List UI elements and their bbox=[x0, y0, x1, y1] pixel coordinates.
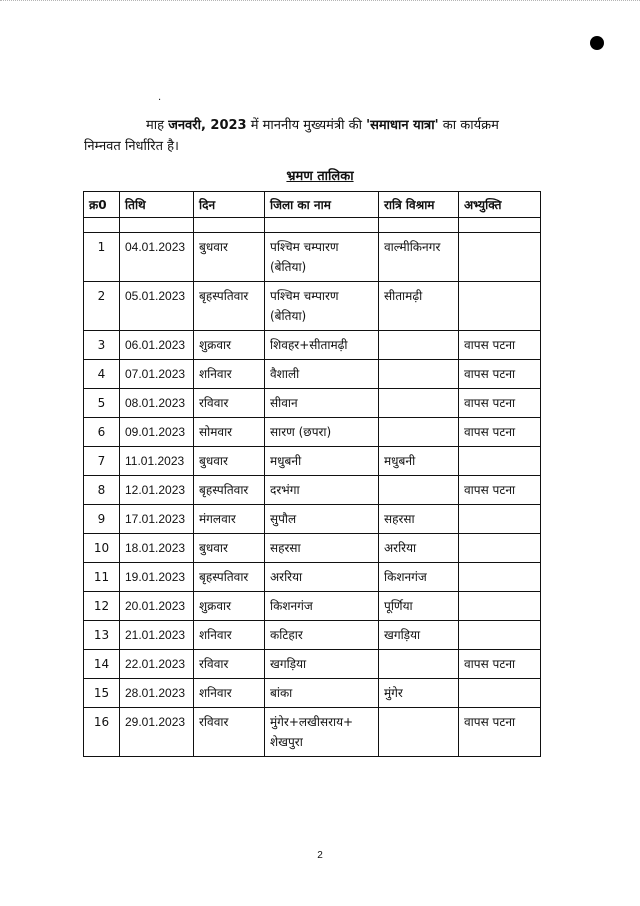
table-row bbox=[84, 233, 541, 282]
intro-line-2: निम्नवत निर्धारित है। bbox=[84, 139, 179, 154]
cell-night-stay bbox=[379, 360, 459, 389]
table-row bbox=[84, 708, 541, 757]
header-sn: क्र0 bbox=[84, 192, 120, 218]
table-row bbox=[84, 563, 541, 592]
cell-day: शुक्रवार bbox=[194, 592, 265, 621]
cell-district: सुपौल bbox=[265, 505, 379, 534]
cell-remark bbox=[459, 621, 541, 650]
table-row bbox=[84, 621, 541, 650]
cell-night-stay: अररिया bbox=[379, 534, 459, 563]
cell-date: 22.01.2023 bbox=[120, 650, 194, 679]
table-row bbox=[84, 418, 541, 447]
cell-district: अररिया bbox=[265, 563, 379, 592]
cell-night-stay bbox=[379, 331, 459, 360]
bullet-dot-icon bbox=[590, 36, 604, 50]
cell-day: बृहस्पतिवार bbox=[194, 476, 265, 505]
page-number: 2 bbox=[317, 850, 323, 861]
table-row bbox=[84, 650, 541, 679]
cell-remark: वापस पटना bbox=[459, 650, 541, 679]
cell-day: रविवार bbox=[194, 389, 265, 418]
cell-date: 06.01.2023 bbox=[120, 331, 194, 360]
cell-date: 08.01.2023 bbox=[120, 389, 194, 418]
cell-day: शुक्रवार bbox=[194, 331, 265, 360]
cell-district: मधुबनी bbox=[265, 447, 379, 476]
table-row bbox=[84, 282, 541, 331]
header-night-stay: रात्रि विश्राम bbox=[379, 192, 459, 218]
cell-day: सोमवार bbox=[194, 418, 265, 447]
cell-day: मंगलवार bbox=[194, 505, 265, 534]
cell-day: बृहस्पतिवार bbox=[194, 282, 265, 331]
intro-paragraph bbox=[84, 115, 564, 157]
cell-night-stay: वाल्मीकिनगर bbox=[379, 233, 459, 282]
cell-date: 18.01.2023 bbox=[120, 534, 194, 563]
cell-remark bbox=[459, 563, 541, 592]
cell-sn: 1 bbox=[84, 233, 120, 282]
cell-remark: वापस पटना bbox=[459, 389, 541, 418]
cell-sn: 9 bbox=[84, 505, 120, 534]
cell-night-stay bbox=[379, 708, 459, 757]
cell-date: 20.01.2023 bbox=[120, 592, 194, 621]
cell-remark bbox=[459, 447, 541, 476]
cell-sn: 2 bbox=[84, 282, 120, 331]
cell-remark bbox=[459, 233, 541, 282]
cell-date: 21.01.2023 bbox=[120, 621, 194, 650]
cell-sn: 13 bbox=[84, 621, 120, 650]
cell-district: सहरसा bbox=[265, 534, 379, 563]
cell-remark bbox=[459, 679, 541, 708]
stray-mark: . bbox=[158, 92, 162, 103]
cell-day: रविवार bbox=[194, 708, 265, 757]
cell-remark: वापस पटना bbox=[459, 476, 541, 505]
cell-day: बृहस्पतिवार bbox=[194, 563, 265, 592]
cell-date: 19.01.2023 bbox=[120, 563, 194, 592]
cell-district: सारण (छपरा) bbox=[265, 418, 379, 447]
top-dotted-border bbox=[0, 0, 640, 3]
intro-month: जनवरी, 2023 bbox=[168, 118, 247, 133]
intro-part2: में माननीय मुख्यमंत्री की bbox=[250, 118, 362, 133]
table-row bbox=[84, 534, 541, 563]
cell-night-stay: सीतामढ़ी bbox=[379, 282, 459, 331]
cell-day: बुधवार bbox=[194, 447, 265, 476]
table-row bbox=[84, 679, 541, 708]
cell-sn: 6 bbox=[84, 418, 120, 447]
cell-district: बांका bbox=[265, 679, 379, 708]
cell-date: 04.01.2023 bbox=[120, 233, 194, 282]
header-remark: अभ्युक्ति bbox=[459, 192, 541, 218]
cell-district: खगड़िया bbox=[265, 650, 379, 679]
table-row bbox=[84, 592, 541, 621]
table-spacer-row bbox=[84, 218, 541, 233]
header-day: दिन bbox=[194, 192, 265, 218]
cell-sn: 16 bbox=[84, 708, 120, 757]
cell-night-stay bbox=[379, 650, 459, 679]
cell-night-stay: पूर्णिया bbox=[379, 592, 459, 621]
cell-day: बुधवार bbox=[194, 233, 265, 282]
table-row bbox=[84, 360, 541, 389]
intro-yatra: 'समाधान यात्रा' bbox=[366, 118, 439, 133]
cell-remark bbox=[459, 534, 541, 563]
cell-date: 11.01.2023 bbox=[120, 447, 194, 476]
cell-sn: 7 bbox=[84, 447, 120, 476]
cell-day: शनिवार bbox=[194, 679, 265, 708]
cell-day: शनिवार bbox=[194, 360, 265, 389]
cell-date: 09.01.2023 bbox=[120, 418, 194, 447]
cell-date: 12.01.2023 bbox=[120, 476, 194, 505]
cell-remark: वापस पटना bbox=[459, 708, 541, 757]
cell-sn: 10 bbox=[84, 534, 120, 563]
intro-line-1 bbox=[84, 115, 564, 136]
table-row bbox=[84, 476, 541, 505]
cell-night-stay bbox=[379, 418, 459, 447]
cell-district: शिवहर+सीतामढ़ी bbox=[265, 331, 379, 360]
cell-district: किशनगंज bbox=[265, 592, 379, 621]
cell-remark bbox=[459, 505, 541, 534]
cell-night-stay: मधुबनी bbox=[379, 447, 459, 476]
cell-date: 28.01.2023 bbox=[120, 679, 194, 708]
cell-sn: 4 bbox=[84, 360, 120, 389]
cell-remark: वापस पटना bbox=[459, 418, 541, 447]
table-row bbox=[84, 389, 541, 418]
cell-day: रविवार bbox=[194, 650, 265, 679]
cell-sn: 8 bbox=[84, 476, 120, 505]
cell-sn: 15 bbox=[84, 679, 120, 708]
cell-night-stay bbox=[379, 476, 459, 505]
cell-district: मुंगेर+लखीसराय+ शेखपुरा bbox=[265, 708, 379, 757]
cell-district: सीवान bbox=[265, 389, 379, 418]
cell-sn: 12 bbox=[84, 592, 120, 621]
intro-part1: माह bbox=[146, 118, 165, 133]
cell-date: 05.01.2023 bbox=[120, 282, 194, 331]
table-row bbox=[84, 447, 541, 476]
cell-district: दरभंगा bbox=[265, 476, 379, 505]
table-header-row bbox=[84, 192, 541, 218]
cell-date: 17.01.2023 bbox=[120, 505, 194, 534]
cell-remark: वापस पटना bbox=[459, 360, 541, 389]
cell-district: पश्चिम चम्पारण (बेतिया) bbox=[265, 282, 379, 331]
cell-district: वैशाली bbox=[265, 360, 379, 389]
header-date: तिथि bbox=[120, 192, 194, 218]
cell-sn: 5 bbox=[84, 389, 120, 418]
cell-district: कटिहार bbox=[265, 621, 379, 650]
cell-night-stay: सहरसा bbox=[379, 505, 459, 534]
table-title: भ्रमण तालिका bbox=[286, 169, 354, 184]
cell-night-stay: किशनगंज bbox=[379, 563, 459, 592]
intro-part3: का कार्यक्रम bbox=[442, 118, 499, 133]
cell-date: 29.01.2023 bbox=[120, 708, 194, 757]
cell-day: शनिवार bbox=[194, 621, 265, 650]
cell-night-stay: मुंगेर bbox=[379, 679, 459, 708]
cell-district: पश्चिम चम्पारण (बेतिया) bbox=[265, 233, 379, 282]
cell-date: 07.01.2023 bbox=[120, 360, 194, 389]
tour-schedule-table bbox=[83, 191, 541, 757]
header-district: जिला का नाम bbox=[265, 192, 379, 218]
cell-sn: 14 bbox=[84, 650, 120, 679]
cell-night-stay: खगड़िया bbox=[379, 621, 459, 650]
table-row bbox=[84, 505, 541, 534]
cell-remark bbox=[459, 592, 541, 621]
cell-remark bbox=[459, 282, 541, 331]
cell-night-stay bbox=[379, 389, 459, 418]
cell-remark: वापस पटना bbox=[459, 331, 541, 360]
cell-sn: 3 bbox=[84, 331, 120, 360]
cell-day: बुधवार bbox=[194, 534, 265, 563]
cell-sn: 11 bbox=[84, 563, 120, 592]
table-row bbox=[84, 331, 541, 360]
